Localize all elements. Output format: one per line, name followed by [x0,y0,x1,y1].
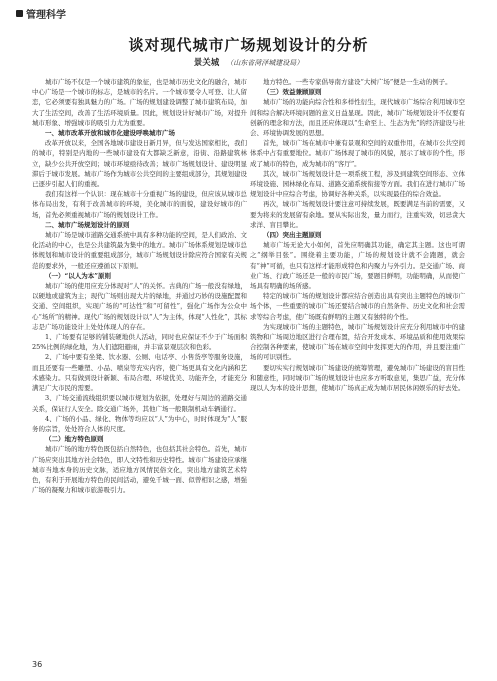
body-paragraph: 首先，城市广场在城市中兼有景观和空间的双重作用，在城市公共空间体系中占有重要地位。城市广场体现了城市的风貌，展示了城市的个性，形成了城市的特色，成为城市的“客厅”。 [250,139,465,168]
left-column [32,77,247,649]
section-heading: （三）效益兼顾原则 [263,88,322,97]
body-paragraph: 1、广场要有足够的铺装硬地供人活动，同时也应保证不少于广场面积25%比例的绿化地，为人们遮阳避雨，并丰富景观层次和色彩。 [32,333,247,352]
body-paragraph: 为实现城市广场的主题特色，城市广场规划设计应充分利用城市中的建筑物和广场周边地区进行合理布置，结合开发成本、环境品质和使用效果综合控制各种要素，使城市广场在城市空间中发挥更大的作用，并且要注重广场的可识别性。 [250,322,465,362]
journal-section-label: 管理科学 [26,10,66,21]
body-paragraph: 城市广场的使用应充分体现对“人”的关怀。古典的广场一般没有绿地，以硬地或建筑为主；现代广场则出现大片的绿地，并通过巧妙的设施配置和交通、空间组织，实现广场的“可达性”和“可留性”，强化广场作为公众中心“场所”的精神。现代广场的规划设计以“人”为主体，体现“人性化”，其标志是广场功能设计上处处体现人的存在。 [32,282,247,331]
body-paragraph: 要切实实行规划城市广场建设的统筹管理，避免城市广场建设的盲目性和随意性，同时城市广场的规划设计也应多方听取意见，集思广益，充分体现以人为本的设计思想，使城市广场真正成为城市居民休闲娱乐的好去处。 [250,363,465,393]
section-heading: （一）“以人为本”原则 [45,271,111,280]
body-paragraph: 3、广场交通流线组织要以城市规划为依据，处理好与周边的道路交通关系，保证行人安全。除交通广场外，其他广场一般限制机动车辆通行。 [32,394,247,413]
body-paragraph: 我们有这样一个认识：现在城市十分重视广场的建设，但应该从城市总体布局出发，有利于改善城市的环境，美化城市的面貌，建设好城市的广场，首先必须重视城市广场的规划设计工作。 [32,190,247,219]
body-paragraph: 地方特色。一些专家倡导南方建设“大树广场”便是一生动的例子。 [263,78,452,86]
page-number: 36 [32,660,43,669]
body-paragraph: 其次，城市广场规划设计是一项系统工程，涉及到建筑空间形态、立体环境设施、园林绿化布局、道路交通系统衔接等方面。我们在进行城市广场规划设计中应综合考虑，协调好各种关系，以实现最佳的综合效益。 [250,169,465,199]
body-paragraph: 城市广场的功能向综合性和多样性衍生，现代城市广场综合利用城市空间和综合解决环境问题的意义日益显现。因此，城市广场规划设计不仅要有创新的理念和方法，而且还应体现以“生命至上、生态为先”的经济建设与社会、环境协调发展的思想。 [250,98,465,138]
body-paragraph: 城市广场是城市道路交通系统中具有多种功能的空间，是人们政治、文化活动的中心，也是公共建筑最为集中的地方。城市广场体系规划是城市总体规划和城市设计的重要组成部分，城市广场规划设计除应符合国家有关规范的要求外，一般还应遵循以下原则。 [32,231,247,270]
body-paragraph: 2、广场中要有坐凳、饮水器、公厕、电话亭、小售货亭等服务设施，而且还要有一些雕塑、小品、喷泉等充实内容，使广场更具有文化内涵和艺术感染力。只有做到设计新颖、布局合理、环境优美、功能齐全，才能充分满足广大市民的需要。 [32,353,247,393]
section-heading: （二）地方特色原则 [45,435,104,444]
section-heading: 一、城市改革开放和城市化建设呼唤城市广场 [45,129,175,138]
body-paragraph: 城市广场的地方特色既包括自然特色，也包括其社会特色。首先，城市广场应突出其地方社会特色，即人文特性和历史特性。城市广场建设应承继城市当地本身的历史文脉，适应地方风情民俗文化，突出地方建筑艺术特色，有利于开展地方特色的民间活动，避免千城一面、似曾相识之感，增强广场的凝聚力和城市旅游吸引力。 [32,445,247,495]
body-paragraph: 城市广场不仅是一个城市建筑的象征，也是城市历史文化的融合，城市中心广场是一个城市的标志，是城市的名片。一个城市要令人可登、让人留恋，它必须要有独具魅力的广场。广场的规划建设调整了城市建筑布局，加大了生活空间，改善了生活环境质量。因此，规划设计好城市广场，对提升城市形象、增强城市的吸引力尤为重要。 [32,78,247,127]
section-heading: （四）突出主题原则 [263,231,322,240]
body-paragraph: 4、广场的小品、绿化、物体等均应以“人”为中心，时时体现为“人”服务的宗旨，处处符合人体的尺度。 [32,414,247,433]
author-name: 景关城 [193,58,220,68]
journal-header [16,6,66,21]
body-paragraph: 改革开放以来，全国各地城市建设日新月异，但与发达国家相比，我们的城市，特别是内地的一些城市建设有大都缺乏新意，沿街、沿路建筑林立，缺少公共开放空间；城市环境亟待改善；城市广场规划设计、建设明显滞后于城市发展。城市广场作为城市公共空间的主要组成部分，其规划建设已逐步引起人们的重视。 [32,139,247,189]
body-paragraph: 再次，城市广场规划设计要注意可持续发展，既要满足当前的需要，又要为将来的发展留有余地。要从实际出发，量力而行，注重实效，切忌贪大求洋、盲目攀比。 [250,200,465,229]
body-paragraph: 特定的城市广场的规划设计都应结合创造出具有突出主题特色的城市广场个体，一些重要的城市广场还要结合城市的自然条件、历史文化和社会需求等综合考虑，使广场既有鲜明的主题又有独特的个性。 [250,292,465,321]
section-marker-icon [16,10,23,17]
right-column [250,77,465,649]
section-heading: 二、城市广场规划设计的原则 [45,220,130,229]
author-affiliation: （山东省菏泽城建设局） [226,59,304,67]
author-line [0,56,497,68]
body-paragraph: 城市广场无论大小如何，首先应明确其功能，确定其主题。这也可谓之“纲举目张”。围绕着主要功能，广场的规划设计就不会跑题，就会有“神”可循，也只有这样才能形成特色和内聚力与外引力。是交通广场、商业广场、行政广场还是一般的市民广场，要题目鲜明，功能明确，从而使广场具有明确的场所感。 [250,241,465,291]
article-title: 谈对现代城市广场规划设计的分析 [128,36,369,54]
